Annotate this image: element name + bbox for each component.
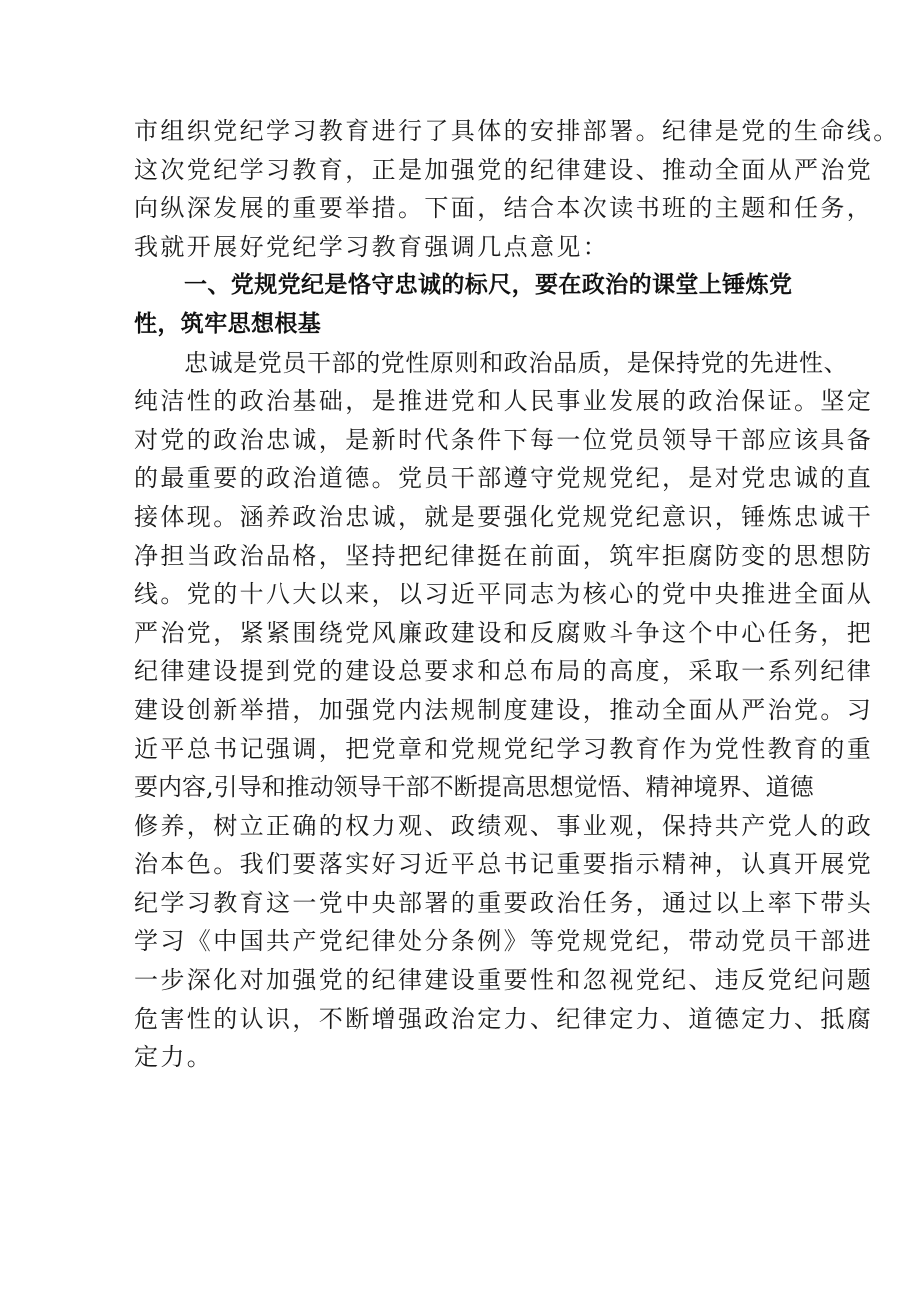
- text-line: 定力。: [134, 1043, 214, 1072]
- text-line: 学习《中国共产党纪律处分条例》等党规党纪，带动党员干部进: [134, 927, 874, 956]
- text-line: 严治党，紧紧围绕党风廉政建设和反腐败斗争这个中心任务，把: [134, 618, 874, 647]
- text-line: 这次党纪学习教育，正是加强党的纪律建设、推动全面从严治党: [134, 155, 874, 184]
- text-line: 忠诚是党员干部的党性原则和政治品质，是保持党的先进性、: [184, 348, 849, 377]
- heading-line: 一、党规党纪是恪守忠诚的标尺，要在政治的课堂上锤炼党: [184, 272, 793, 299]
- text-line: 的最重要的政治道德。党员干部遵守党规党纪，是对党忠诚的直: [134, 464, 874, 493]
- document-body: [134, 112, 900, 1077]
- section-heading: [134, 266, 802, 343]
- text-line: 近平总书记强调，把党章和党规党纪学习教育作为党性教育的重: [134, 734, 874, 763]
- text-line: 建设创新举措，加强党内法规制度建设，推动全面从严治党。习: [134, 695, 874, 724]
- text-line: 我就开展好党纪学习教育强调几点意见：: [134, 232, 610, 261]
- text-line: 纪律建设提到党的建设总要求和总布局的高度，采取一系列纪律: [134, 657, 874, 686]
- text-line: 治本色。我们要落实好习近平总书记重要指示精神，认真开展党: [134, 850, 874, 879]
- text-line: 纯洁性的政治基础，是推进党和人民事业发展的政治保证。坚定: [134, 387, 874, 416]
- intro-paragraph: [134, 112, 900, 266]
- text-line: 向纵深发展的重要举措。下面，结合本次读书班的主题和任务，: [134, 194, 874, 223]
- text-line: 对党的政治忠诚，是新时代条件下每一位党员领导干部应该具备: [134, 425, 874, 454]
- text-line: 要内容,引导和推动领导干部不断提高思想觉悟、精神境界、道德: [134, 773, 814, 802]
- text-line: 接体现。涵养政治忠诚，就是要强化党规党纪意识，锤炼忠诚干: [134, 502, 874, 531]
- text-line: 一步深化对加强党的纪律建设重要性和忽视党纪、违反党纪问题: [134, 966, 874, 995]
- body-paragraph: [134, 344, 874, 1077]
- text-line: 市组织党纪学习教育进行了具体的安排部署。纪律是党的生命线。: [134, 117, 900, 145]
- heading-line: 性，筑牢思想根基: [134, 310, 322, 337]
- text-line: 危害性的认识，不断增强政治定力、纪律定力、道德定力、抵腐: [134, 1004, 874, 1033]
- text-line: 纪学习教育这一党中央部署的重要政治任务，通过以上率下带头: [134, 888, 874, 917]
- text-line: 净担当政治品格，坚持把纪律挺在前面，筑牢拒腐防变的思想防: [134, 541, 874, 570]
- text-line: 修养，树立正确的权力观、政绩观、事业观，保持共产党人的政: [134, 811, 874, 840]
- text-line: 线。党的十八大以来，以习近平同志为核心的党中央推进全面从: [134, 580, 874, 609]
